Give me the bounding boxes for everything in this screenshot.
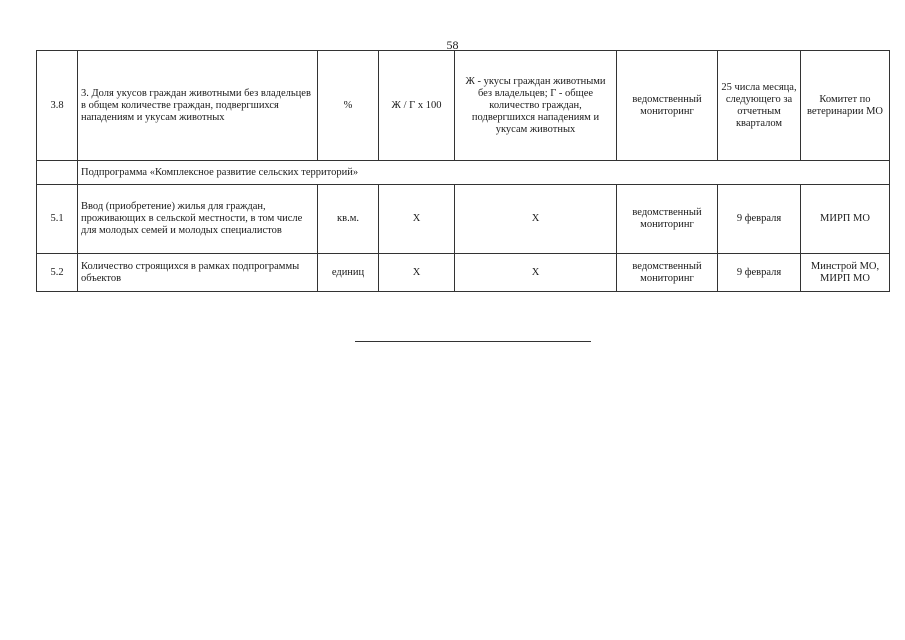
- subprogram-row: [37, 161, 890, 185]
- formula-cell: Ж / Г х 100: [379, 51, 455, 161]
- indicator-name: Ввод (приобретение) жилья для граждан, проживающих в сельской местности, в том числе для молодых семей и молодых специалистов: [78, 185, 318, 254]
- unit-cell: кв.м.: [318, 185, 379, 254]
- row-number-empty: [37, 161, 78, 185]
- formula-cell: Х: [379, 254, 455, 292]
- definition-cell: Х: [455, 185, 617, 254]
- method-cell: ведомственный мониторинг: [617, 254, 718, 292]
- definition-cell: Х: [455, 254, 617, 292]
- unit-cell: единиц: [318, 254, 379, 292]
- responsible-cell: Комитет по ветеринарии МО: [801, 51, 890, 161]
- row-number: 3.8: [37, 51, 78, 161]
- indicators-table: [36, 50, 890, 292]
- deadline-cell: 9 февраля: [718, 254, 801, 292]
- method-cell: ведомственный мониторинг: [617, 51, 718, 161]
- page-number: 58: [446, 38, 459, 52]
- responsible-cell: Минстрой МО, МИРП МО: [801, 254, 890, 292]
- table-row: [37, 254, 890, 292]
- indicator-name: Количество строящихся в рамках подпрограммы объектов: [78, 254, 318, 292]
- unit-cell: %: [318, 51, 379, 161]
- deadline-cell: 9 февраля: [718, 185, 801, 254]
- definition-cell: Ж - укусы граждан животными без владельцев; Г - общее количество граждан, подвергшихся нападениям и укусам животных: [455, 51, 617, 161]
- row-number: 5.1: [37, 185, 78, 254]
- method-cell: ведомственный мониторинг: [617, 185, 718, 254]
- subprogram-title: Подпрограмма «Комплексное развитие сельских территорий»: [78, 161, 890, 185]
- indicator-name: 3. Доля укусов граждан животными без владельцев в общем количестве граждан, подвергшихся нападениям и укусам животных: [78, 51, 318, 161]
- footer-divider: [355, 341, 591, 342]
- table-row: [37, 51, 890, 161]
- responsible-cell: МИРП МО: [801, 185, 890, 254]
- row-number: 5.2: [37, 254, 78, 292]
- deadline-cell: 25 числа месяца, следующего за отчетным кварталом: [718, 51, 801, 161]
- table-row: [37, 185, 890, 254]
- formula-cell: Х: [379, 185, 455, 254]
